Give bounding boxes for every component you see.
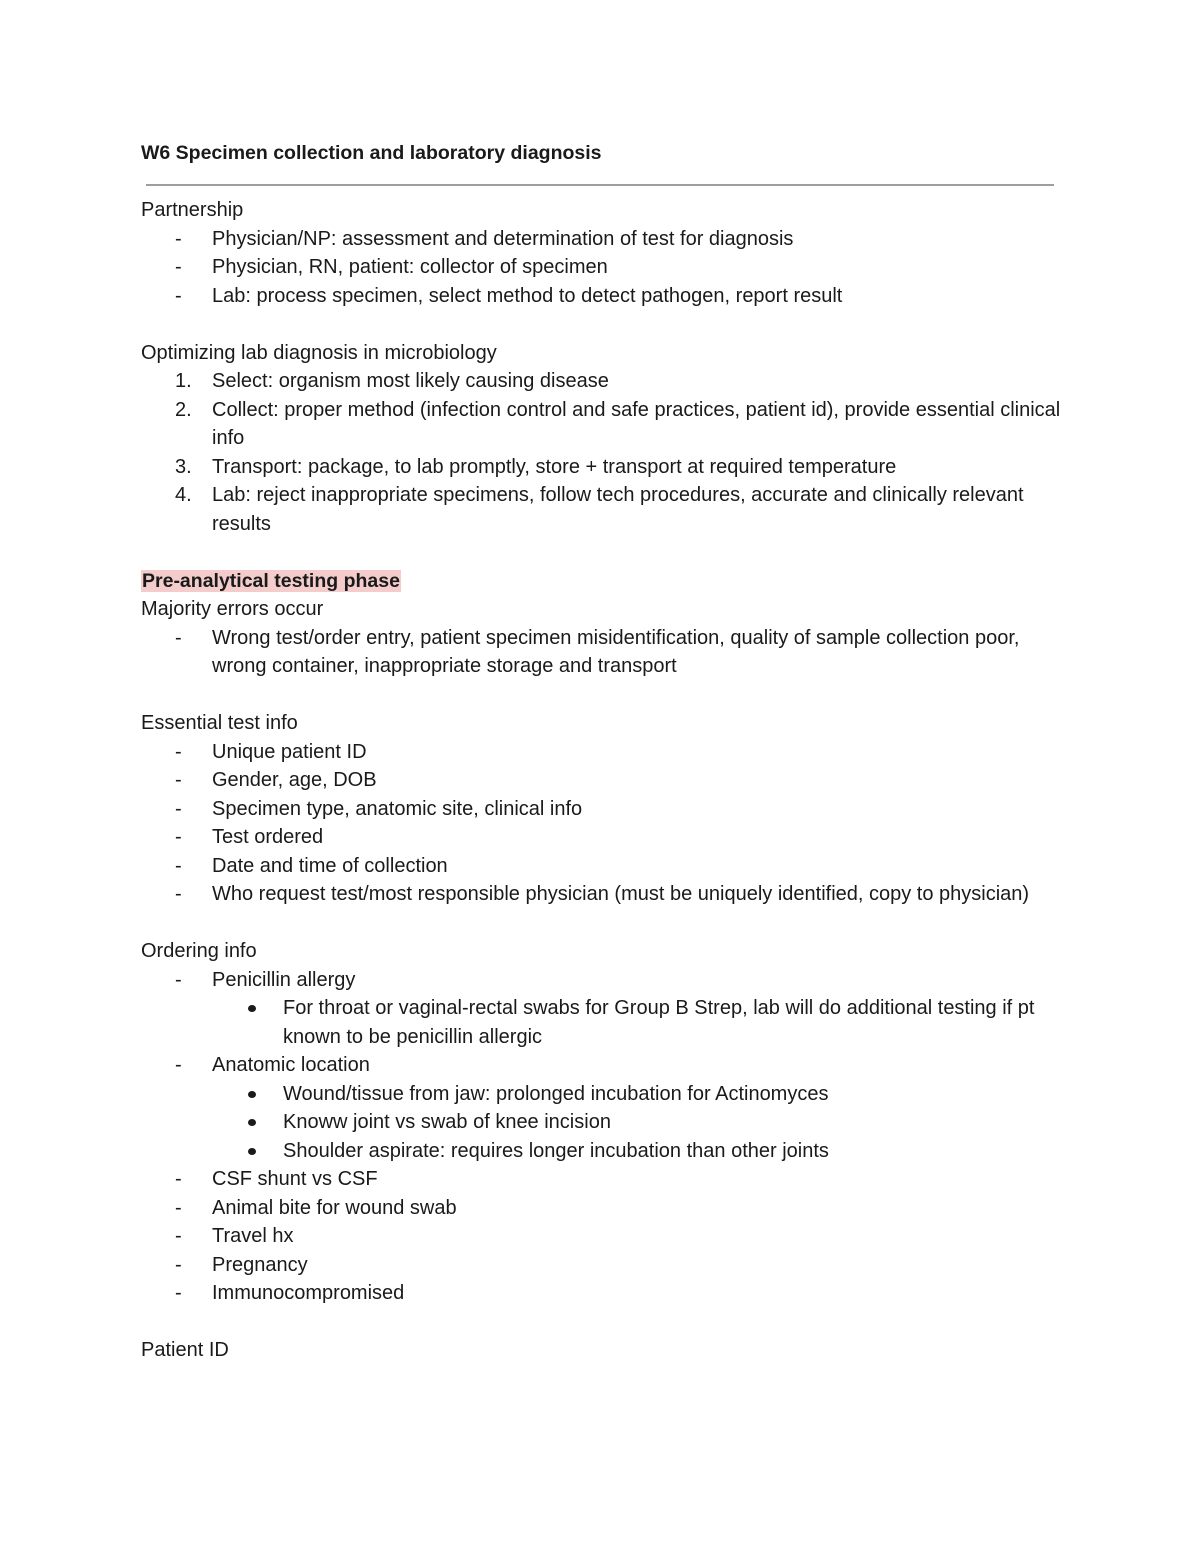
list-item-text: Transport: package, to lab promptly, store + transport at required temperature xyxy=(212,455,897,478)
section-heading: Essential test info xyxy=(141,712,298,734)
section-partnership xyxy=(141,196,1061,310)
list-item xyxy=(141,396,1061,453)
bullet-dot-icon xyxy=(248,1005,256,1012)
document-page xyxy=(141,136,1061,1365)
dash-list xyxy=(141,966,1061,1308)
list-item xyxy=(141,880,1061,909)
list-item-text: Gender, age, DOB xyxy=(212,769,377,791)
list-item xyxy=(141,738,1061,767)
number-marker: 4. xyxy=(175,484,192,506)
list-item xyxy=(141,1222,1061,1251)
list-item xyxy=(141,1194,1061,1223)
list-item-text: Lab: reject inappropriate specimens, follow tech procedures, accurate and clinically relevant results xyxy=(212,484,1024,535)
list-item xyxy=(141,966,1061,1052)
list-item xyxy=(141,766,1061,795)
sub-list-item xyxy=(212,1080,1061,1109)
bullet-dot-icon xyxy=(248,1119,256,1126)
dash-marker: - xyxy=(175,626,182,649)
dash-marker: - xyxy=(175,740,182,763)
dash-marker: - xyxy=(175,1168,182,1190)
sub-list-item-text: Shoulder aspirate: requires longer incubation than other joints xyxy=(283,1139,829,1162)
dash-marker: - xyxy=(175,968,182,991)
bullet-dot-icon xyxy=(248,1091,256,1098)
sub-list-item xyxy=(212,994,1061,1051)
dash-marker: - xyxy=(175,1282,182,1304)
list-item-text: Lab: process specimen, select method to detect pathogen, report result xyxy=(212,284,843,307)
dash-marker: - xyxy=(175,1253,182,1276)
list-item-text: Specimen type, anatomic site, clinical info xyxy=(212,797,583,820)
dash-marker: - xyxy=(175,883,182,905)
section-heading: Patient ID xyxy=(141,1339,229,1361)
dash-marker: - xyxy=(175,1196,182,1219)
list-item xyxy=(141,282,1061,311)
section-patient-id xyxy=(141,1336,1061,1365)
highlighted-heading-text: Pre-analytical testing phase xyxy=(142,569,400,592)
list-item xyxy=(141,481,1061,538)
dash-marker: - xyxy=(175,1054,182,1076)
list-item-text: Who request test/most responsible physician (must be uniquely identified, copy to physician) xyxy=(212,883,1030,905)
list-item-text: CSF shunt vs CSF xyxy=(212,1168,378,1190)
section-heading: Partnership xyxy=(141,199,244,221)
section-heading: Optimizing lab diagnosis in microbiology xyxy=(141,341,497,364)
sub-list-item-text: Knoww joint vs swab of knee incision xyxy=(283,1111,611,1133)
list-item xyxy=(141,225,1061,254)
list-item xyxy=(141,823,1061,852)
dash-marker: - xyxy=(175,1225,182,1247)
list-item-text: Test ordered xyxy=(212,826,324,848)
list-item-text: Select: organism most likely causing disease xyxy=(212,370,609,392)
number-marker: 3. xyxy=(175,455,192,478)
list-item-text: Physician, RN, patient: collector of specimen xyxy=(212,256,608,278)
number-marker: 2. xyxy=(175,398,192,421)
list-item xyxy=(141,453,1061,482)
list-item-text: Unique patient ID xyxy=(212,740,367,763)
list-item-text: Pregnancy xyxy=(212,1253,308,1276)
bullet-list xyxy=(212,1080,1061,1166)
list-item xyxy=(141,1051,1061,1165)
list-item xyxy=(141,367,1061,396)
dash-marker: - xyxy=(175,769,182,791)
sub-list-item xyxy=(212,1137,1061,1166)
section-subheading: Majority errors occur xyxy=(141,598,324,620)
dash-list xyxy=(141,738,1061,909)
bullet-dot-icon xyxy=(248,1148,256,1155)
list-item-text: Date and time of collection xyxy=(212,854,448,877)
list-item xyxy=(141,1251,1061,1280)
highlighted-heading xyxy=(141,567,1061,596)
list-item-text: Anatomic location xyxy=(212,1054,370,1076)
dash-marker: - xyxy=(175,227,182,250)
list-item xyxy=(141,1165,1061,1194)
horizontal-rule xyxy=(146,184,1054,186)
list-item-text: Travel hx xyxy=(212,1225,294,1247)
dash-marker: - xyxy=(175,854,182,877)
section-heading: Ordering info xyxy=(141,940,257,962)
list-item xyxy=(141,795,1061,824)
list-item-text: Animal bite for wound swab xyxy=(212,1196,457,1219)
list-item-text: Immunocompromised xyxy=(212,1282,405,1304)
dash-marker: - xyxy=(175,797,182,820)
section-essential-info xyxy=(141,709,1061,909)
sub-list-item-text: Wound/tissue from jaw: prolonged incubation for Actinomyces xyxy=(283,1082,829,1105)
list-item-text: Collect: proper method (infection control and safe practices, patient id), provide essential clinical info xyxy=(212,398,1061,449)
bullet-list xyxy=(212,994,1061,1051)
list-item xyxy=(141,852,1061,881)
list-item xyxy=(141,253,1061,282)
dash-marker: - xyxy=(175,284,182,307)
list-item-text: Physician/NP: assessment and determination of test for diagnosis xyxy=(212,227,794,250)
number-marker: 1. xyxy=(175,370,192,392)
dash-marker: - xyxy=(175,826,182,848)
list-item-text: Penicillin allergy xyxy=(212,968,356,991)
sub-list-item xyxy=(212,1108,1061,1137)
list-item-text: Wrong test/order entry, patient specimen misidentification, quality of sample collection poor, wrong container, inappropriate storage and transport xyxy=(212,626,1020,677)
dash-marker: - xyxy=(175,256,182,278)
document-title: W6 Specimen collection and laboratory diagnosis xyxy=(141,142,602,164)
list-item xyxy=(141,1279,1061,1308)
dash-list xyxy=(141,624,1061,681)
numbered-list xyxy=(141,367,1061,538)
section-pre-analytical xyxy=(141,567,1061,681)
dash-list xyxy=(141,225,1061,311)
list-item xyxy=(141,624,1061,681)
sub-list-item-text: For throat or vaginal-rectal swabs for Group B Strep, lab will do additional testing if pt known to be penicillin allergic xyxy=(283,997,1035,1048)
section-optimizing xyxy=(141,339,1061,539)
section-ordering-info xyxy=(141,937,1061,1308)
